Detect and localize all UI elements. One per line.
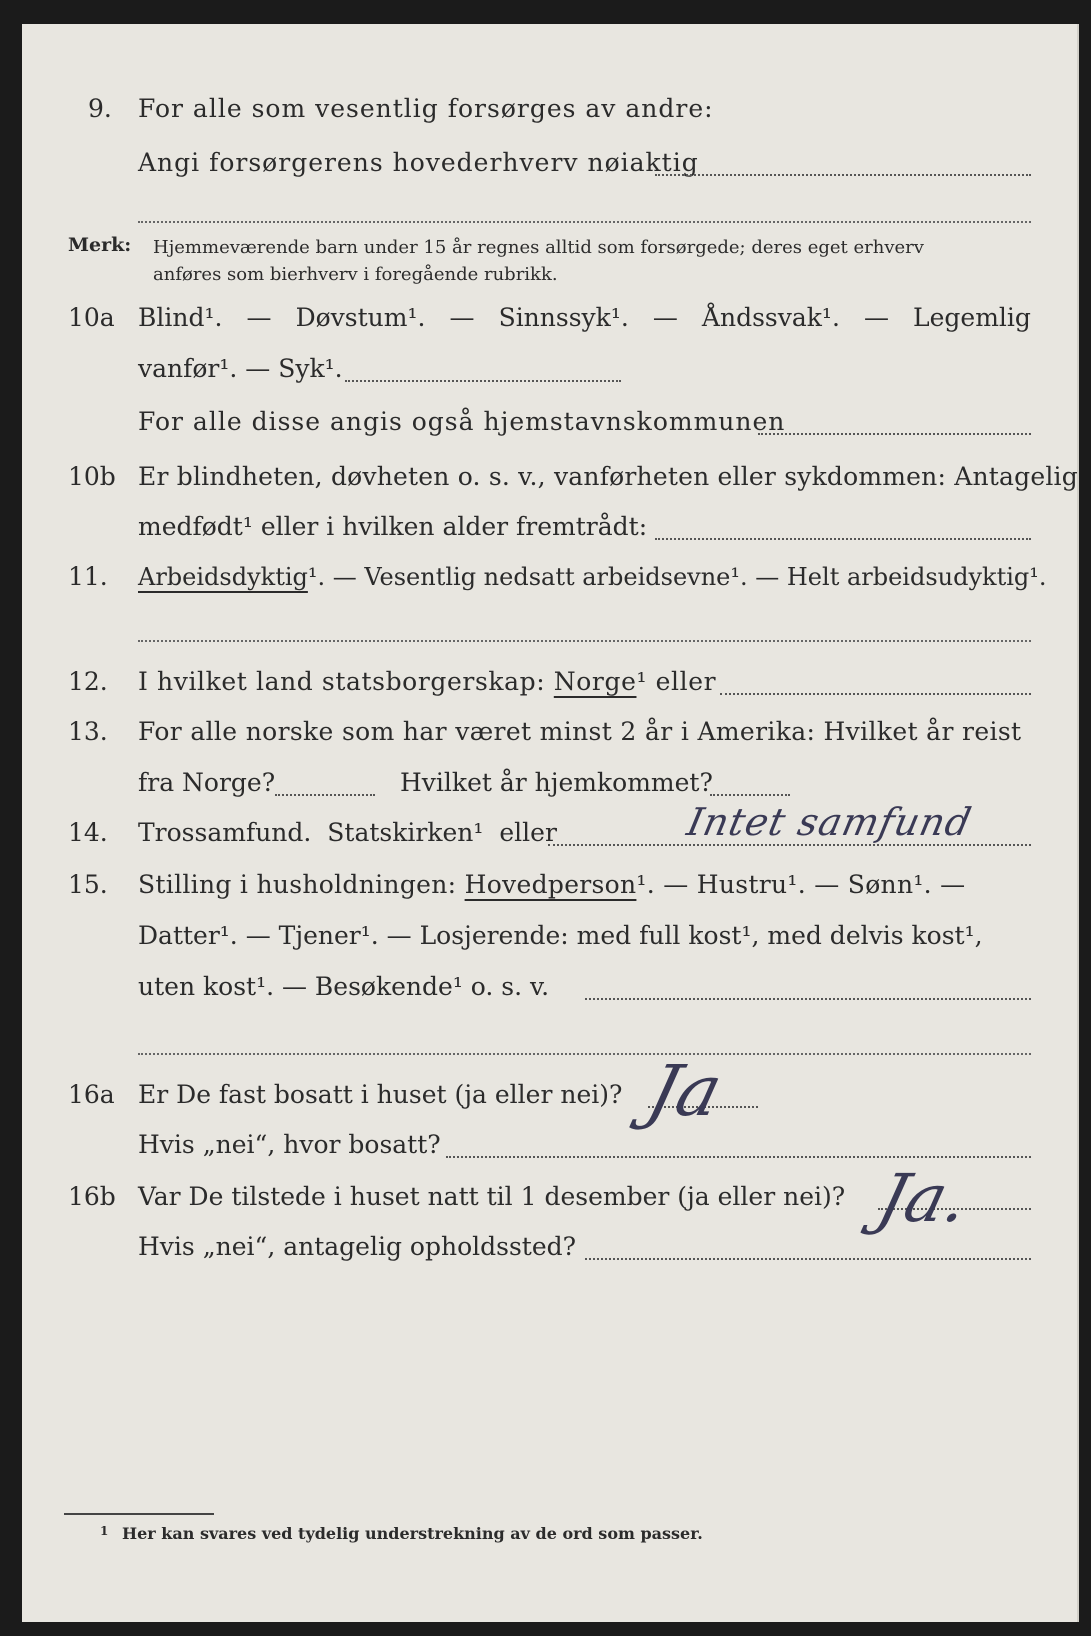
q10a-item-blind: Blind¹.	[138, 303, 223, 332]
q16a-line1: Er De fast bosatt i huset (ja eller nei)?	[138, 1080, 623, 1109]
q9-line1: For alle som vesentlig forsørges av andre:	[138, 94, 714, 123]
q12-number: 12.	[68, 667, 108, 696]
q16a-number: 16a	[68, 1080, 115, 1109]
q10a-item-legemlig: Legemlig	[913, 303, 1031, 332]
merk-label: Merk:	[68, 234, 132, 256]
q10b-line1: Er blindheten, døvheten o. s. v., vanførheten eller sykdommen: Antagelig	[138, 462, 1078, 491]
q9-number: 9.	[88, 94, 112, 123]
q16b-line2: Hvis „nei“, antagelig opholdssted?	[138, 1232, 577, 1261]
q16b-handwritten-answer: Ja.	[870, 1160, 977, 1237]
q10a-syk-answer-line[interactable]	[345, 380, 621, 382]
q10a-item-andssvak: Åndssvak¹.	[701, 303, 840, 332]
q9-separator	[138, 221, 1031, 223]
q15-after: ¹. — Hustru¹. — Sønn¹. —	[636, 870, 966, 899]
q10a-dash-4: —	[863, 303, 889, 332]
footnote-mark: 1	[100, 1524, 109, 1538]
q16a-handwritten-answer: Ja	[639, 1050, 731, 1132]
q16b-opholdssted-answer-line[interactable]	[585, 1258, 1031, 1260]
q14-number: 14.	[68, 818, 108, 847]
merk-line1: Hjemmeværende barn under 15 år regnes alltid som forsørgede; deres eget erhverv	[153, 237, 924, 258]
q14-answer-line[interactable]	[548, 844, 1031, 846]
q10b-number: 10b	[68, 462, 116, 491]
q10a-kommune-answer-line[interactable]	[758, 433, 1031, 435]
q10a-dash-3: —	[652, 303, 678, 332]
q15-number: 15.	[68, 870, 108, 899]
q13-line1: For alle norske som har været minst 2 år i Amerika: Hvilket år reist	[138, 717, 1022, 746]
q15-separator	[138, 1053, 1031, 1055]
q12-line	[138, 667, 716, 697]
q10a-line2: vanfør¹. — Syk¹.	[138, 354, 343, 383]
q12-norge-underlined[interactable]: Norge	[553, 667, 637, 696]
q11-rest: ¹. — Vesentlig nedsatt arbeidsevne¹. — Helt arbeidsudyktig¹.	[307, 563, 1047, 591]
q11-separator	[138, 640, 1031, 642]
q13-line2b: Hvilket år hjemkommet?	[400, 768, 713, 797]
q12-answer-line[interactable]	[720, 693, 1031, 695]
q13-reist-answer-line[interactable]	[275, 794, 375, 796]
q15-line2: Datter¹. — Tjener¹. — Losjerende: med full kost¹, med delvis kost¹,	[138, 921, 983, 950]
q14-line: Trossamfund. Statskirken¹ eller	[138, 818, 557, 847]
q10a-line1	[138, 303, 1031, 333]
q11-line	[138, 562, 1047, 592]
footnote-rule	[64, 1513, 214, 1515]
q15-answer-line[interactable]	[585, 998, 1031, 1000]
q11-arbeidsdyktig-underlined[interactable]: Arbeidsdyktig	[138, 563, 308, 591]
q10a-dash-2: —	[449, 303, 475, 332]
q13-line2a: fra Norge?	[138, 768, 276, 797]
q16a-line2: Hvis „nei“, hvor bosatt?	[138, 1130, 441, 1159]
q12-after: ¹ eller	[636, 667, 717, 696]
q10b-answer-line[interactable]	[655, 538, 1031, 540]
q15-line3: uten kost¹. — Besøkende¹ o. s. v.	[138, 972, 550, 1001]
q10a-item-sinnssyk: Sinnssyk¹.	[498, 303, 629, 332]
q15-hovedperson-underlined[interactable]: Hovedperson	[464, 870, 637, 899]
q14-handwritten-answer: Intet samfund	[683, 800, 976, 844]
q11-number: 11.	[68, 562, 108, 591]
q16a-bosatt-answer-line[interactable]	[446, 1156, 1031, 1158]
q10a-number: 10a	[68, 303, 115, 332]
q10a-item-dovstum: Døvstum¹.	[295, 303, 426, 332]
q13-number: 13.	[68, 717, 108, 746]
q10a-dash-1: —	[246, 303, 272, 332]
q12-before: I hvilket land statsborgerskap:	[138, 667, 546, 696]
footnote-text: Her kan svares ved tydelig understrekning av de ord som passer.	[122, 1524, 703, 1543]
q16b-line1: Var De tilstede i huset natt til 1 desember (ja eller nei)?	[138, 1182, 846, 1211]
q15-line1	[138, 870, 965, 900]
merk-line2: anføres som bierhverv i foregående rubrikk.	[153, 264, 558, 285]
q15-before: Stilling i husholdningen:	[138, 870, 457, 899]
q16b-number: 16b	[68, 1182, 116, 1211]
q10a-line3: For alle disse angis også hjemstavnskommunen	[138, 407, 786, 436]
q9-line2: Angi forsørgerens hovederhverv nøiaktig	[138, 148, 699, 177]
q9-answer-line[interactable]	[655, 174, 1031, 176]
q13-hjemkommet-answer-line[interactable]	[710, 794, 790, 796]
q10b-line2: medfødt¹ eller i hvilken alder fremtrådt:	[138, 512, 648, 541]
